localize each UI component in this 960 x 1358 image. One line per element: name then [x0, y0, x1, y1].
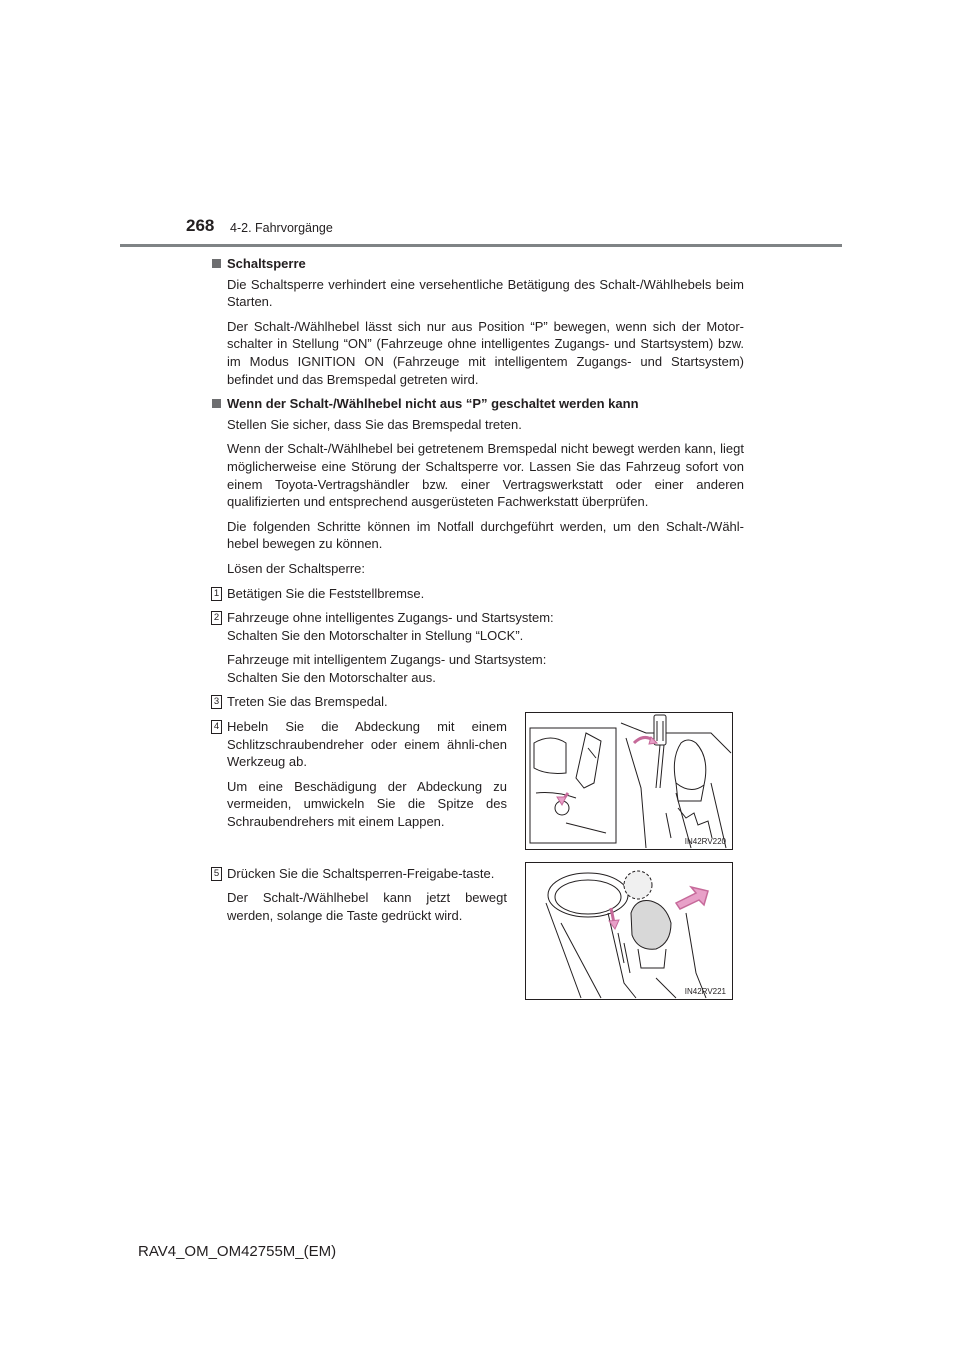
- step-text: Um eine Beschädigung der Abdeckung zu vermeiden, umwickeln Sie die Spitze des Schraubendrehers mit einem Lappen.: [227, 778, 507, 830]
- section-title: 4-2. Fahrvorgänge: [230, 221, 333, 235]
- paragraph: Die folgenden Schritte können im Notfall durchgeführt werden, um den Schalt-/Wähl-hebel bewegen zu können.: [227, 518, 744, 552]
- figure-pry-cover: [525, 712, 733, 850]
- release-button-illustration: [526, 863, 732, 999]
- step-number-badge: 3: [211, 695, 222, 709]
- step-text: Treten Sie das Bremspedal.: [227, 694, 388, 710]
- step-text: Hebeln Sie die Abdeckung mit einem Schlitzschraubendreher oder einem ähnli-chen Werkzeug ab.: [227, 719, 507, 770]
- step-text: Der Schalt-/Wählhebel kann jetzt bewegt werden, solange die Taste gedrückt wird.: [227, 890, 507, 923]
- paragraph: Stellen Sie sicher, dass Sie das Bremspedal treten.: [227, 416, 522, 432]
- step-1: [213, 585, 744, 603]
- step-text: Betätigen Sie die Feststellbremse.: [227, 585, 425, 601]
- step-number-badge: 5: [211, 867, 222, 881]
- step-text: Drücken Sie die Schaltsperren-Freigabe-taste.: [227, 865, 495, 881]
- heading-text: Schaltsperre: [227, 256, 306, 271]
- step-number-badge: 4: [211, 720, 222, 734]
- paragraph: Wenn der Schalt-/Wählhebel bei getretenem Bremspedal nicht bewegt werden kann, liegt möglicherweise eine Störung der Schaltsperre vor. Lassen Sie das Fahrzeug sofort von einem Toyota-Vertragshändler bzw. einer Vertragswerkstatt oder einer anderen qualifizierten und entsprechend ausgerüsteten Fachwerkstatt überprüfen.: [227, 441, 744, 510]
- header-rule: [120, 244, 842, 247]
- step-number-badge: 1: [211, 587, 222, 601]
- heading-schaltsperre: [212, 255, 744, 273]
- footer-doc-id: RAV4_OM_OM42755M_(EM): [138, 1243, 337, 1260]
- paragraph: Lösen der Schaltsperre:: [227, 560, 366, 576]
- step-3: [213, 693, 744, 711]
- bullet-square-icon: [212, 399, 221, 408]
- figure-code: IN42RV221: [684, 987, 726, 996]
- page-number: 268: [186, 216, 215, 235]
- pry-cover-illustration: [526, 713, 732, 849]
- heading-shift-lever-stuck: [212, 395, 744, 413]
- figure-release-button: [525, 862, 733, 1000]
- step-number-badge: 2: [211, 611, 222, 625]
- figure-code: IN42RV220: [684, 837, 726, 846]
- paragraph: Der Schalt-/Wählhebel lässt sich nur aus Position “P” bewegen, wenn sich der Motor-schalter in Stellung “ON” (Fahrzeuge ohne intelligentes Zugangs- und Startsystem) bzw. im Modus IGNITION ON (Fahrzeuge mit intelligentem Zugangs- und Startsystem) befindet und das Bremspedal getreten wird.: [227, 318, 744, 387]
- step-5: [213, 865, 507, 925]
- paragraph: Die Schaltsperre verhindert eine versehentliche Betätigung des Schalt-/Wählhebels beim Starten.: [227, 276, 744, 310]
- bullet-square-icon: [212, 259, 221, 268]
- step-2: [213, 609, 744, 686]
- heading-text: Wenn der Schalt-/Wählhebel nicht aus “P” geschaltet werden kann: [227, 396, 639, 412]
- step-4: [213, 718, 507, 831]
- step-text: Fahrzeuge mit intelligentem Zugangs- und Startsystem: Schalten Sie den Motorschalter aus.: [227, 652, 547, 685]
- step-text: Fahrzeuge ohne intelligentes Zugangs- und Startsystem: Schalten Sie den Motorschalter in Stellung “LOCK”.: [227, 610, 554, 643]
